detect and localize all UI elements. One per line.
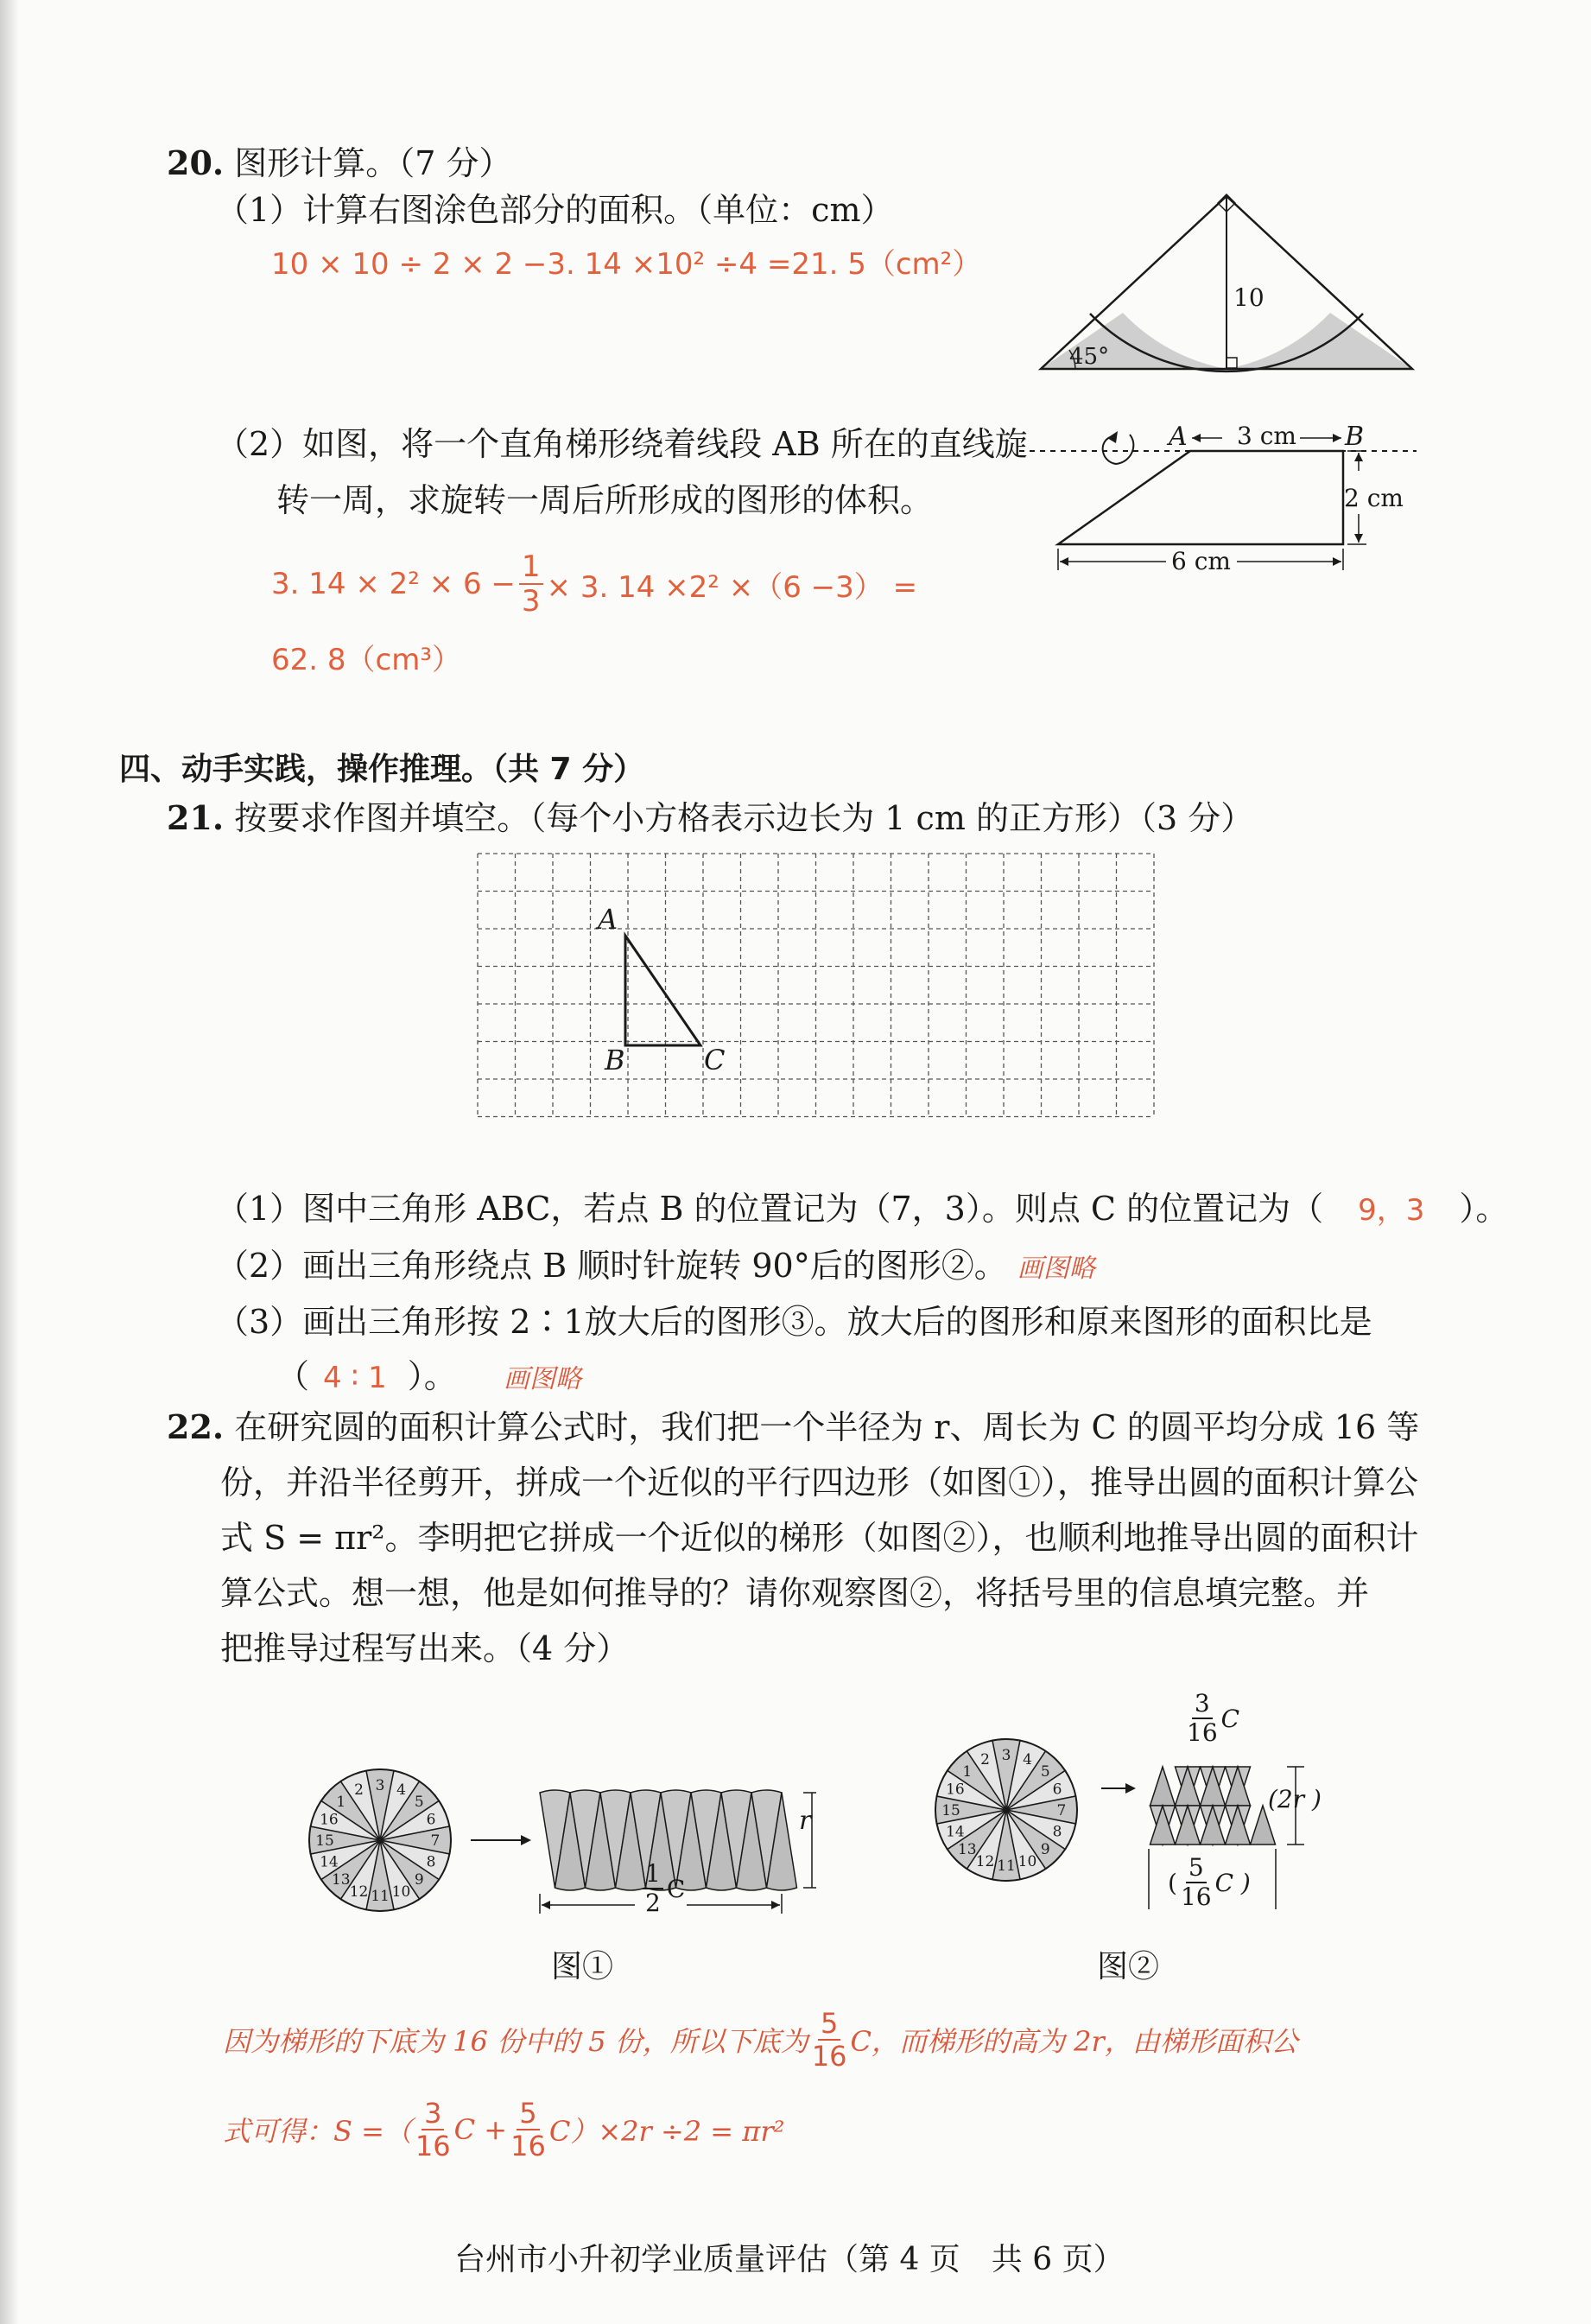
frac-num: 5 [818,2010,840,2041]
shaded-region-right [1227,313,1412,369]
sector-number: 13 [957,1841,977,1859]
q20-part1-text: （1）计算右图涂色部分的面积。（单位：cm） [216,191,894,229]
sector-number: 10 [1017,1853,1037,1871]
sector-number: 2 [980,1750,990,1768]
sector-number: 12 [349,1883,369,1902]
q20-fig-angle-label: 45° [1069,344,1110,370]
sector-number: 5 [1040,1762,1050,1781]
q22-fig2-top-frac [1187,1689,1218,1747]
frac-num: 3 [1192,1692,1213,1719]
q22-answer2-frac1 [415,2099,451,2160]
q21-number: 21. [167,798,225,837]
q22-answer2-b: C）×2r ÷2 = πr² [548,2115,785,2148]
q20-fig-bottom-dim: 6 cm [1171,547,1231,575]
q21-part3-close: ）。 [407,1357,457,1395]
sector-number: 14 [320,1853,339,1871]
q22-fig1-caption: 图① [551,1949,614,1984]
q22-fig2-bottom-c: C ) [1214,1868,1251,1897]
arrow-right-icon-2 [1125,1783,1136,1794]
frac-den: 2 [645,1889,661,1917]
q20-fig-top-dim: 3 cm [1237,422,1296,450]
q22-line2: 份，并沿半径剪开，拼成一个近似的平行四边形（如图①），推导出圆的面积计算公 [220,1464,1419,1502]
q21-part3-open: （ [276,1357,310,1395]
q22-line1 [167,1404,1419,1451]
sector-number: 3 [1001,1747,1011,1765]
q22-answer2-mid: C + [453,2113,508,2146]
sector-number: 1 [962,1762,973,1781]
trapezoid-shape [1058,451,1343,544]
q20-part1-answer: 10 × 10 ÷ 2 × 2 −3. 14 ×10² ÷4 =21. 5（cm²） [271,247,982,282]
sectored-circle-1 [309,1769,451,1911]
sector-number: 16 [946,1781,965,1799]
q21-label-B: B [605,1044,625,1076]
sector-number: 15 [941,1802,960,1819]
q22-fig1-length [639,1859,686,1917]
frac-den: 16 [510,2130,546,2162]
q21-part2-text: （2）画出三角形绕点 B 顺时针旋转 90°后的图形②。 [216,1247,1007,1285]
q22-line4: 算公式。想一想，他是如何推导的？请你观察图②，将括号里的信息填完整。并 [220,1574,1370,1612]
q21-part2 [216,1242,1095,1292]
q21-part1 [216,1185,1508,1234]
sector-number: 13 [331,1871,351,1889]
trapezoid-strip [1150,1767,1176,1806]
q20-part2-answer-frac [519,549,543,619]
q20-part2-answer-a: 3. 14 × 2² × 6 − [271,567,516,601]
q21-heading [167,795,1253,841]
sector-number: 7 [1056,1802,1067,1819]
frac-num: 5 [1186,1856,1207,1883]
frac-den: 16 [1187,1718,1218,1747]
arrow-right-icon-1 [521,1835,531,1845]
q22-answer2-a: 式可得：S =（ [223,2115,412,2148]
q22-fig1-r: r [799,1806,812,1836]
q22-fig2-top-c: C [1220,1704,1240,1733]
sector-number: 4 [1023,1750,1032,1768]
q21-part3-answer: 4 ∶ 1 [323,1361,387,1395]
frac-num: 1 [519,552,543,585]
q22-fig2-top-label [1183,1689,1240,1747]
grid-lines [478,854,1154,1117]
sector-number: 1 [336,1793,346,1811]
frac-num: 5 [517,2099,539,2130]
q20-part2-line2: 转一周，求旋转一周后所形成的图形的体积。 [276,481,934,519]
frac-num: 1 [643,1862,663,1889]
q20-part2-line1: （2）如图，将一个直角梯形绕着线段 AB 所在的直线旋 [216,425,1028,463]
triangle-ABC [625,936,700,1045]
q21-part3-note: 画图略 [503,1364,581,1394]
q20-fig-label-B: B [1345,422,1365,452]
sector-number: 10 [391,1883,411,1902]
section4-title: 四、动手实践，操作推理。（共 7 分） [119,752,645,787]
sector-number: 5 [414,1793,424,1811]
q20-number: 20. [167,143,225,182]
dim-bottom-arrow-right [1333,557,1341,566]
q20-title: 图形计算。（7 分） [234,144,512,182]
dim-c-arrow-right [771,1901,780,1909]
sector-number: 9 [1040,1841,1050,1859]
sector-number: 3 [375,1777,385,1795]
sector-number: 9 [414,1871,424,1889]
q22-fig1-frac [643,1859,663,1917]
q22-answer-line1 [223,2007,1298,2073]
sector-number: 8 [1052,1823,1062,1841]
sector-number: 7 [430,1832,441,1850]
q22-number: 22. [167,1407,225,1446]
q22-line1-text: 在研究圆的面积计算公式时，我们把一个半径为 r、周长为 C 的圆平均分成 16 等 [234,1408,1420,1446]
frac-den: 16 [1180,1883,1212,1911]
dim-right-arrow-top [1354,453,1363,461]
q22-figure1 [298,1754,816,1927]
q21-part1-b: ）。 [1459,1190,1509,1228]
q22-answer1-frac [811,2007,847,2073]
q21-part3-line1: （3）画出三角形按 2∶1放大后的图形③。放大后的图形和原来图形的面积比是 [216,1303,1372,1341]
q22-fig2-bottom-label: ( $\frac{5}{16}$ C ) [1168,1853,1251,1911]
sector-number: 8 [426,1853,436,1871]
q20-fig-right-dim: 2 cm [1344,484,1404,512]
q22-answer1-a: 因为梯形的下底为 16 份中的 5 份，所以下底为 [223,2025,808,2058]
frac-den: 16 [811,2040,847,2073]
q22-answer1-b: C，而梯形的高为 2r，由梯形面积公 [850,2025,1298,2058]
q22-fig1-c: C [666,1874,686,1903]
frac-num: 3 [422,2099,444,2130]
q21-label-C: C [704,1044,726,1076]
q20-heading [167,140,511,187]
q21-grid [475,851,1157,1162]
q21-part2-note: 画图略 [1017,1254,1095,1284]
right-angle-mark [1227,358,1237,368]
sector-number: 16 [320,1811,339,1829]
rotation-arrowhead-icon [1107,431,1118,443]
dim-top-arrow-right [1333,434,1341,442]
q22-line3: 式 S = πr²。李明把它拼成一个近似的梯形（如图②），也顺利地推导出圆的面积计 [220,1519,1419,1557]
sectored-circle-2 [935,1739,1077,1881]
q22-fig2-bottom-frac [1180,1853,1212,1911]
q22-line5: 把推导过程写出来。（4 分） [220,1629,630,1667]
sector-number: 2 [354,1781,364,1799]
q21-label-A: A [598,903,618,936]
q21-part1-answer: 9，3 [1358,1193,1425,1228]
sector-number: 6 [426,1811,436,1829]
q20-part2-answer-b: × 3. 14 ×2² ×（6 −3） = [546,569,918,605]
q21-title: 按要求作图并填空。（每个小方格表示边长为 1 cm 的正方形）（3 分） [234,799,1254,837]
sector-number: 14 [946,1823,965,1841]
sector-number: 12 [975,1853,995,1871]
q20-fig-label-A: A [1169,422,1188,452]
q21-part1-a: （1）图中三角形 ABC，若点 B 的位置记为（7，3）。则点 C 的位置记为（ [216,1190,1324,1228]
sector-number: 11 [997,1857,1016,1875]
sector-number: 6 [1052,1781,1062,1799]
sector-number: 4 [396,1781,406,1799]
q20-fig-height-label: 10 [1233,283,1265,312]
rotation-arrow-icon [1103,435,1134,464]
dim-bottom-arrow-left [1060,557,1068,566]
q22-fig2-height: (2r ) [1268,1785,1322,1813]
dim-top-arrow-left [1192,434,1201,442]
dim-right-arrow-bottom [1354,534,1363,543]
frac-den: 16 [415,2130,451,2162]
trapezoid-strips [1150,1767,1276,1845]
sector-number: 11 [371,1887,390,1905]
q21-part3-line2 [276,1353,581,1403]
q22-answer-line2 [223,2099,784,2160]
q22-answer2-frac2 [510,2099,546,2160]
dim-c-arrow-left [542,1901,550,1909]
q20-part2-answer-line2: 62. 8（cm³） [271,643,461,677]
page-footer: 台州市小升初学业质量评估（第 4 页 共 6 页） [454,2242,1125,2277]
q20-part2-answer [271,549,918,619]
sector-number: 15 [315,1832,334,1850]
frac-den: 3 [521,584,541,619]
q22-fig2-caption: 图② [1097,1949,1160,1984]
